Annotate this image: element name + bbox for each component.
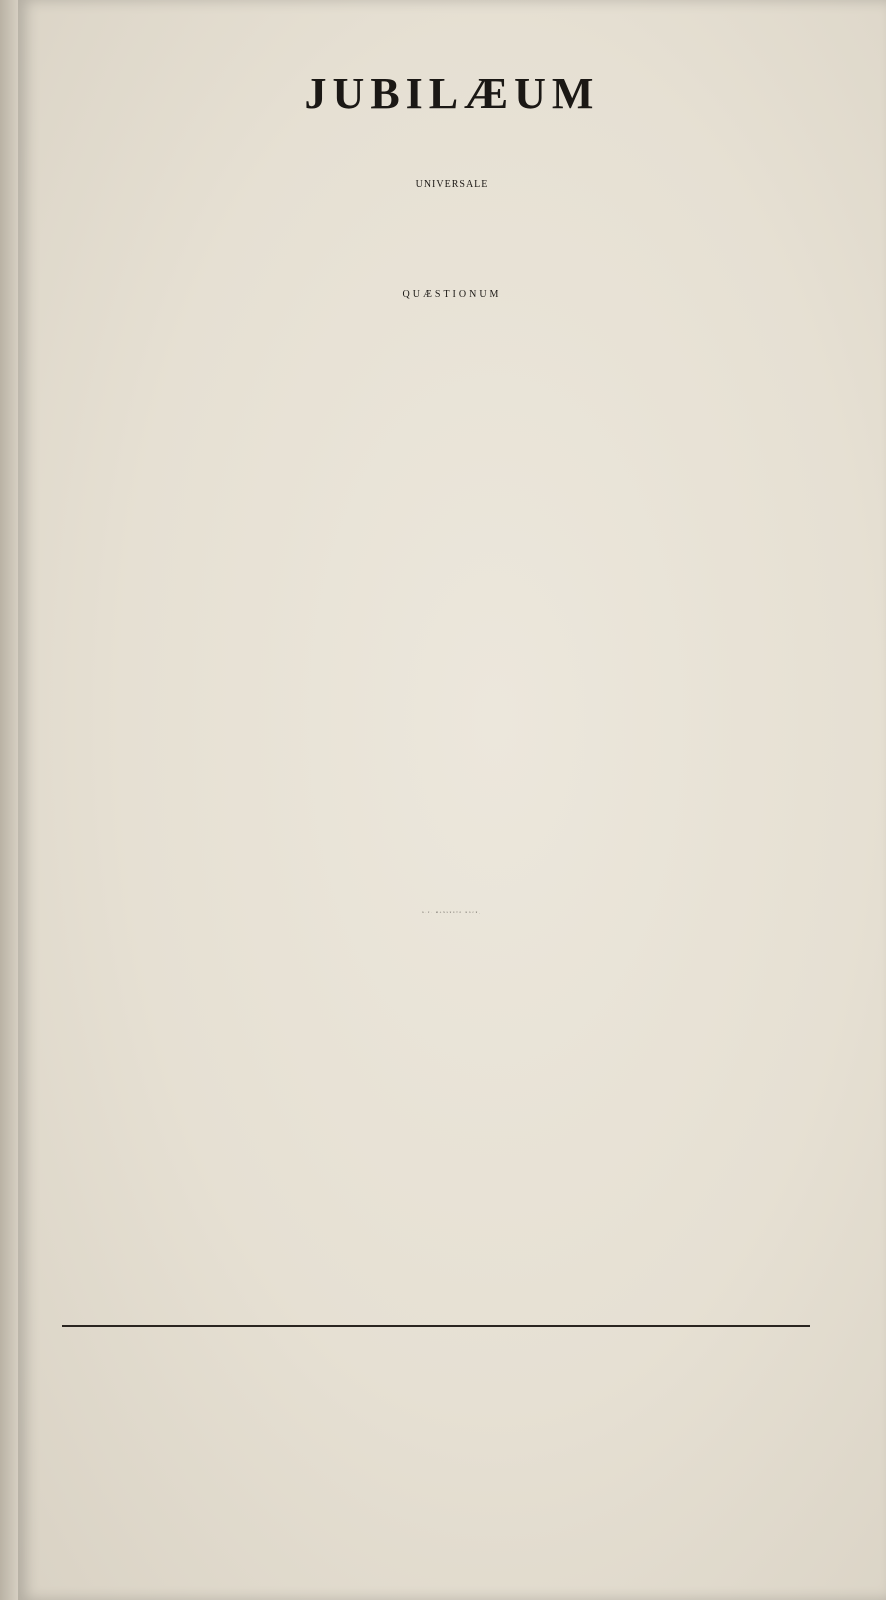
- title-main: JUBILÆUM: [304, 69, 600, 118]
- title-page: [18, 0, 886, 1600]
- quaestionum-line: QUÆSTIONUM: [402, 289, 502, 300]
- horizontal-rule: [62, 1325, 810, 1327]
- author-name: R.P. MANSUETO KOCH,: [422, 912, 482, 914]
- book-gutter-edge: [0, 0, 18, 1600]
- title-subtitle: UNIVERSALE: [415, 179, 489, 190]
